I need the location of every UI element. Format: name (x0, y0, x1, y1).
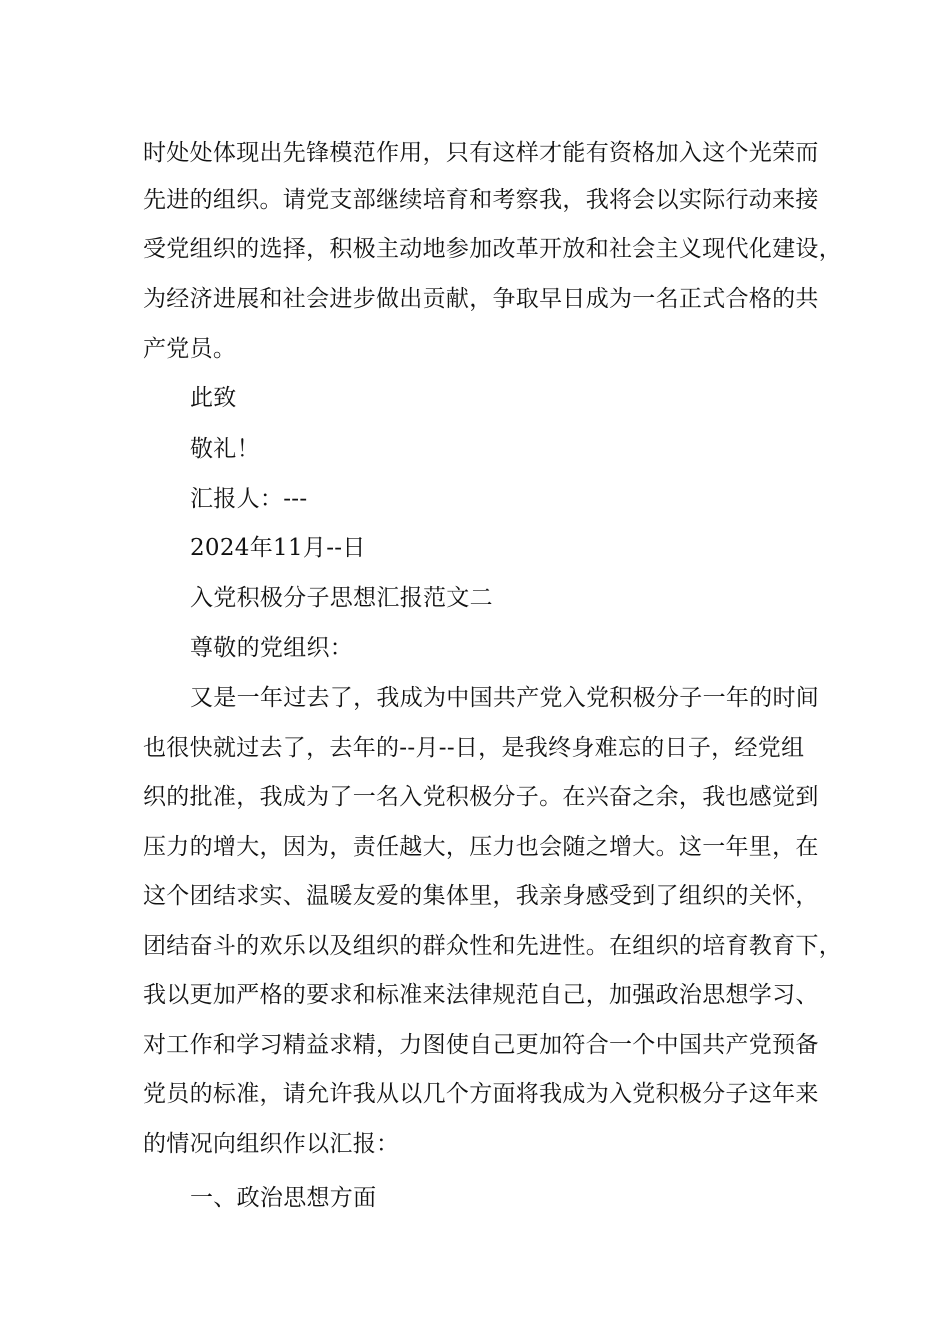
text-line (0, 229, 950, 269)
reporter-text: 汇报人：--- (190, 486, 308, 512)
text-line-content: 团结奋斗的欢乐以及组织的群众性和先进性。在组织的培育教育下， (143, 933, 842, 959)
text-line (0, 678, 950, 718)
text-line-content: 对工作和学习精益求精，力图使自己更加符合一个中国共产党预备 (143, 1032, 819, 1058)
date-text: 2024年11月--日 (190, 535, 366, 561)
text-line-content: 受党组织的选择，积极主动地参加改革开放和社会主义现代化建设， (143, 236, 842, 262)
text-line (0, 1124, 950, 1164)
closing-respect-text: 敬礼！ (190, 436, 260, 462)
text-line (0, 279, 950, 319)
text-line-content: 的情况向组织作以汇报： (143, 1131, 400, 1157)
text-line (0, 329, 950, 369)
text-line-content: 又是一年过去了，我成为中国共产党入党积极分子一年的时间 (190, 685, 820, 711)
section-title (0, 578, 950, 618)
text-line (0, 1074, 950, 1114)
text-line (0, 777, 950, 817)
text-line-content: 时处处体现出先锋模范作用，只有这样才能有资格加入这个光荣而 (143, 140, 819, 166)
text-line-content: 这个团结求实、温暖友爱的集体里，我亲身感受到了组织的关怀， (143, 883, 819, 909)
text-line (0, 926, 950, 966)
closing-salutation-text: 此致 (190, 385, 237, 411)
greeting (0, 628, 950, 668)
section-title-text: 入党积极分子思想汇报范文二 (190, 585, 493, 611)
text-line-content: 党员的标准，请允许我从以几个方面将我成为入党积极分子这年来 (143, 1081, 819, 1107)
reporter-line (0, 479, 950, 519)
text-line (0, 827, 950, 867)
text-line (0, 180, 950, 220)
greeting-text: 尊敬的党组织： (190, 635, 354, 661)
text-line-content: 压力的增大，因为，责任越大，压力也会随之增大。这一年里，在 (143, 834, 819, 860)
subheading (0, 1178, 950, 1218)
closing-salutation (0, 378, 950, 418)
text-line-content: 产党员。 (143, 336, 237, 362)
text-line-content: 为经济进展和社会进步做出贡献，争取早日成为一名正式合格的共 (143, 286, 819, 312)
text-line (0, 728, 950, 768)
text-line (0, 876, 950, 916)
text-line (0, 975, 950, 1015)
closing-respect (0, 429, 950, 469)
date-line (0, 528, 950, 568)
text-line (0, 1025, 950, 1065)
text-line-content: 也很快就过去了，去年的--月--日，是我终身难忘的日子，经党组 (143, 735, 805, 761)
text-line-content: 先进的组织。请党支部继续培育和考察我，我将会以实际行动来接 (143, 187, 819, 213)
text-line (0, 133, 950, 173)
text-line-content: 织的批准，我成为了一名入党积极分子。在兴奋之余，我也感觉到 (143, 784, 819, 810)
subheading-text: 一、政治思想方面 (190, 1185, 377, 1211)
text-line-content: 我以更加严格的要求和标准来法律规范自己，加强政治思想学习、 (143, 982, 819, 1008)
